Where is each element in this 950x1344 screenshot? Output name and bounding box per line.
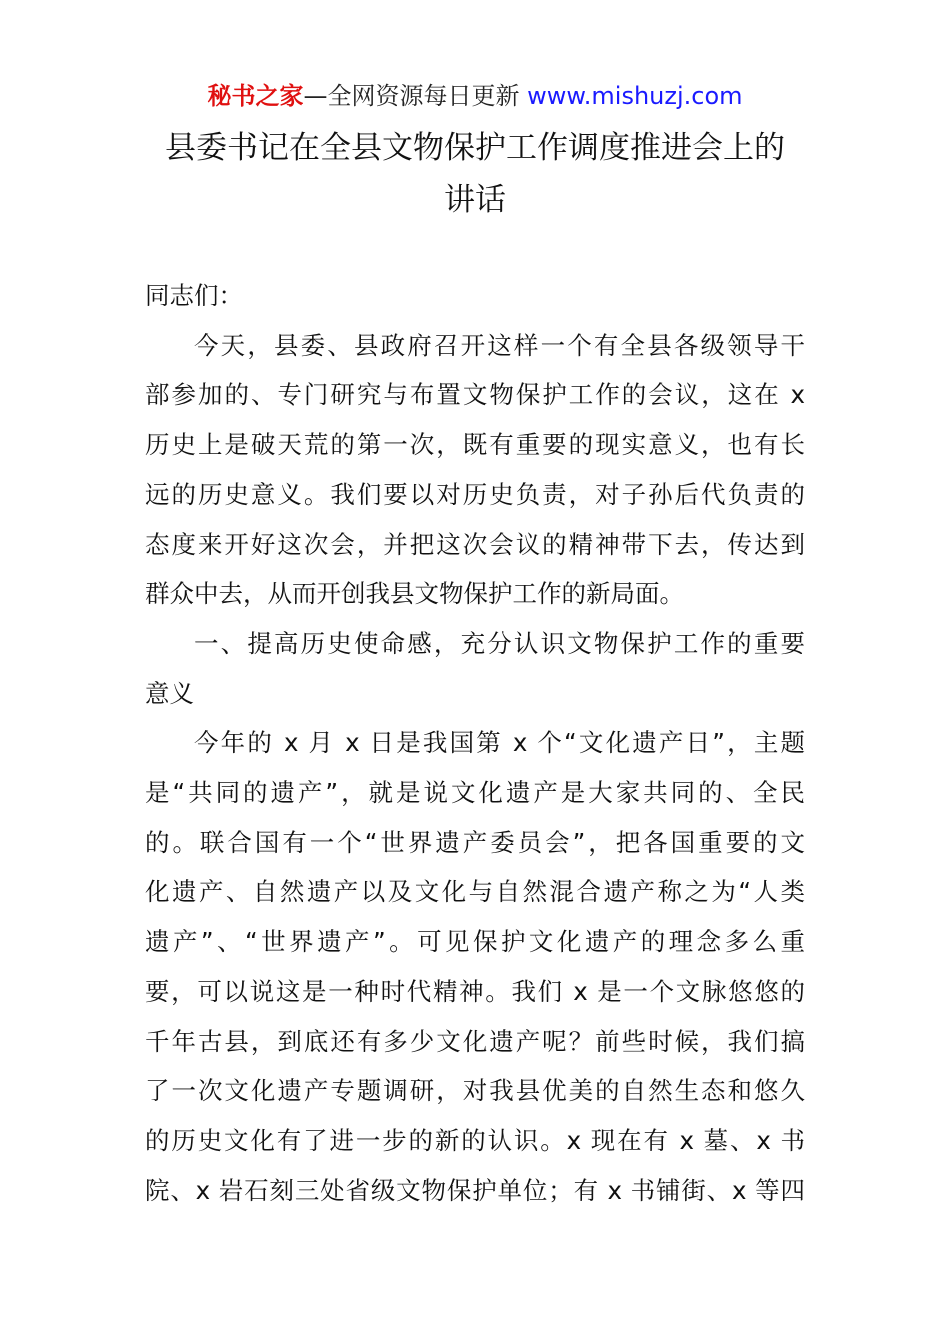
heading-line: 一、提高历史使命感，充分认识文物保护工作的重要 xyxy=(194,628,805,658)
text-line: 是“共同的遗产”，就是说文化遗产是大家共同的、全民 xyxy=(145,778,805,808)
heading-line: 意义 xyxy=(145,678,194,708)
site-header xyxy=(0,78,950,114)
text-line: 远的历史意义。我们要以对历史负责，对子孙后代负责的 xyxy=(145,479,805,509)
text-line: 遗产”、“世界遗产”。可见保护文化遗产的理念多么重 xyxy=(145,927,805,957)
text-line: 态度来开好这次会，并把这次会议的精神带下去，传达到 xyxy=(145,529,805,559)
text-line: 今年的 x 月 x 日是我国第 x 个“文化遗产日”，主题 xyxy=(194,728,805,758)
text-line: 历史上是破天荒的第一次，既有重要的现实意义，也有长 xyxy=(145,430,805,460)
paragraph-cultural-heritage xyxy=(145,718,805,1215)
text-line: 部参加的、专门研究与布置文物保护工作的会议，这在 x xyxy=(145,380,805,410)
text-line: 的。联合国有一个“世界遗产委员会”，把各国重要的文 xyxy=(145,827,805,857)
text-line: 院、x 岩石刻三处省级文物保护单位；有 x 书铺街、x 等四 xyxy=(145,1175,805,1205)
text-line: 的历史文化有了进一步的新的认识。x 现在有 x 墓、x 书 xyxy=(145,1125,805,1155)
brand-name: 秘书之家 xyxy=(207,82,304,110)
paragraph-opening xyxy=(145,321,805,619)
text-line: 群众中去，从而开创我县文物保护工作的新局面。 xyxy=(145,579,684,609)
title-line-1: 县委书记在全县文物保护工作调度推进会上的 xyxy=(165,130,785,166)
site-tagline: —全网资源每日更新 xyxy=(303,82,528,110)
text-line: 千年古县，到底还有多少文化遗产呢？前些时候，我们搞 xyxy=(145,1026,805,1056)
document-title xyxy=(145,122,805,226)
salutation: 同志们： xyxy=(145,281,243,310)
site-url-link[interactable]: www.mishuzj.com xyxy=(527,82,743,110)
text-line: 要，可以说这是一种时代精神。我们 x 是一个文脉悠悠的 xyxy=(145,976,805,1006)
text-line: 化遗产、自然遗产以及文化与自然混合遗产称之为“人类 xyxy=(145,877,805,907)
text-line: 了一次文化遗产专题调研，对我县优美的自然生态和悠久 xyxy=(145,1076,805,1106)
section-heading-1 xyxy=(145,619,805,718)
document-body xyxy=(145,271,805,1215)
title-line-2: 讲话 xyxy=(444,182,506,218)
text-line: 今天，县委、县政府召开这样一个有全县各级领导干 xyxy=(194,330,805,360)
